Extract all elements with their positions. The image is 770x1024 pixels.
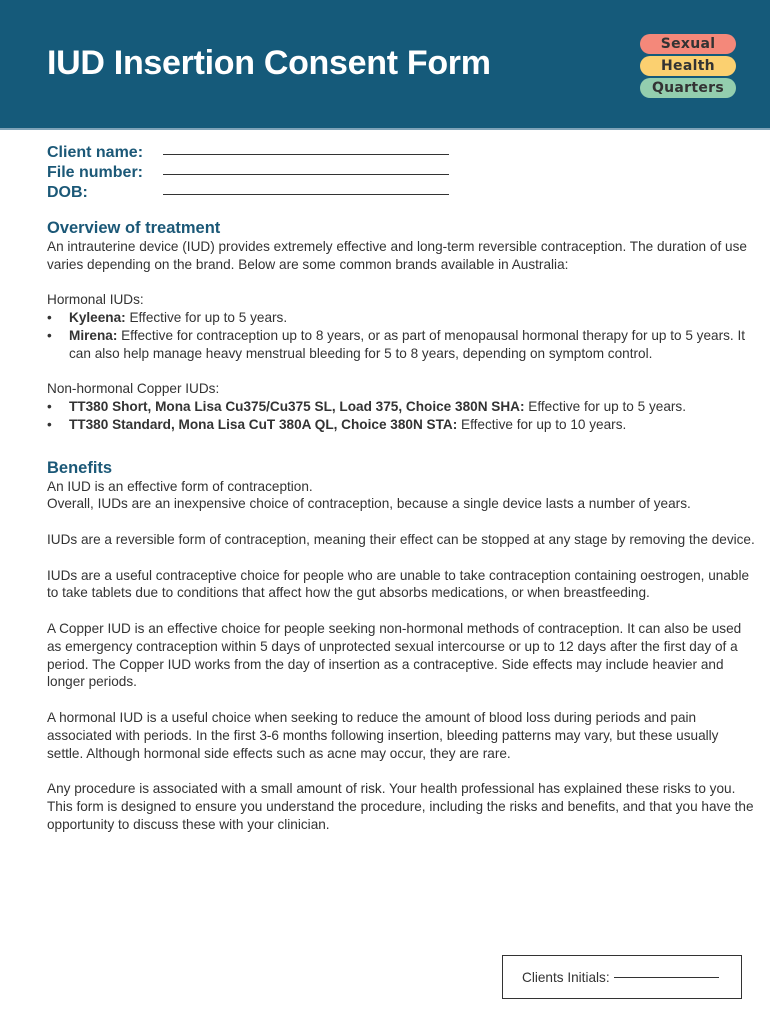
field-label: Client name: [47, 144, 144, 161]
overview-intro: An intrauterine device (IUD) provides extremely effective and long-term reversible contraception. The duration of use varies depending on the brand. Below are some common brands available in Australia: [47, 239, 747, 272]
sexual-health-quarters-logo [640, 34, 736, 100]
benefits-line-1: An IUD is an effective form of contraception. [47, 478, 313, 494]
benefits-paragraph: Any procedure is associated with a small amount of risk. Your health professional has explained these risks to you. This form is designed to ensure you understand the procedure, including the risks and benefits, and that you have the opportunity to discuss these with your clinician. [47, 781, 754, 832]
initials-line[interactable] [614, 977, 719, 978]
brand-name: Kyleena: [69, 310, 126, 326]
field-line[interactable] [163, 174, 449, 175]
list-item [47, 309, 757, 327]
field-label: DOB: [47, 184, 88, 201]
benefits-paragraph: A Copper IUD is an effective choice for people seeking non-hormonal methods of contraception. It can also be used as emergency contraception within 5 days of unprotected sexual intercourse or up to 12 days after the first day of a period. The Copper IUD works from the day of insertion as a contraceptive. Side effects may include heavier and longer periods. [47, 620, 742, 690]
list-item [47, 416, 757, 434]
hormonal-list [47, 309, 757, 362]
brand-name: TT380 Standard, Mona Lisa CuT 380A QL, Choice 380N STA: [69, 416, 458, 432]
brand-text: Effective for up to 10 years. [457, 416, 627, 432]
brand-name: Mirena: [69, 327, 118, 343]
logo-pill-1: Sexual [640, 34, 736, 54]
list-item [47, 327, 757, 363]
benefits-paragraph: IUDs are a useful contraceptive choice for people who are unable to take contraception containing oestrogen, unable to take tablets due to conditions that affect how the gut absorbs medications, or when breastfeeding. [47, 567, 750, 601]
logo-pill-3: Quarters [640, 78, 736, 98]
page-title: IUD Insertion Consent Form [47, 44, 491, 82]
benefits-paragraph: IUDs are a reversible form of contraception, meaning their effect can be stopped at any stage by removing the device. [47, 531, 755, 547]
field-line[interactable] [163, 154, 449, 155]
field-label: File number: [47, 164, 144, 181]
brand-text: Effective for up to 5 years. [524, 399, 686, 415]
dob-field[interactable] [47, 183, 449, 203]
header-banner [0, 0, 770, 130]
file-number-field[interactable] [47, 163, 449, 183]
brand-text: Effective for contraception up to 8 years, or as part of menopausal hormonal therapy for up to 5 years. It can also help manage heavy menstrual bleeding for 5 to 8 years, depending on symptom control. [69, 327, 746, 361]
copper-list [47, 398, 757, 434]
clients-initials-box[interactable] [502, 955, 742, 999]
benefits-line-2: Overall, IUDs are an inexpensive choice of contraception, because a single device lasts a number of years. [47, 496, 691, 512]
field-line[interactable] [163, 194, 449, 195]
initials-label: Clients Initials: [522, 969, 610, 985]
brand-text: Effective for up to 5 years. [125, 310, 288, 326]
hormonal-title: Hormonal IUDs: [47, 292, 144, 308]
brand-name: TT380 Short, Mona Lisa Cu375/Cu375 SL, Load 375, Choice 380N SHA: [69, 399, 525, 415]
copper-title: Non-hormonal Copper IUDs: [47, 381, 220, 397]
benefits-paragraph: A hormonal IUD is a useful choice when seeking to reduce the amount of blood loss during periods and pain associated with periods. In the first 3-6 months following insertion, bleeding patterns may vary, but these usually settle. Although hormonal side effects such as acne may occur, they are rare. [47, 709, 719, 761]
overview-heading: Overview of treatment [47, 219, 221, 237]
client-fields [47, 143, 449, 203]
benefits-heading: Benefits [47, 458, 113, 477]
client-name-field[interactable] [47, 143, 449, 163]
form-content [47, 218, 757, 851]
list-item [47, 398, 757, 416]
logo-pill-2: Health [640, 56, 736, 76]
